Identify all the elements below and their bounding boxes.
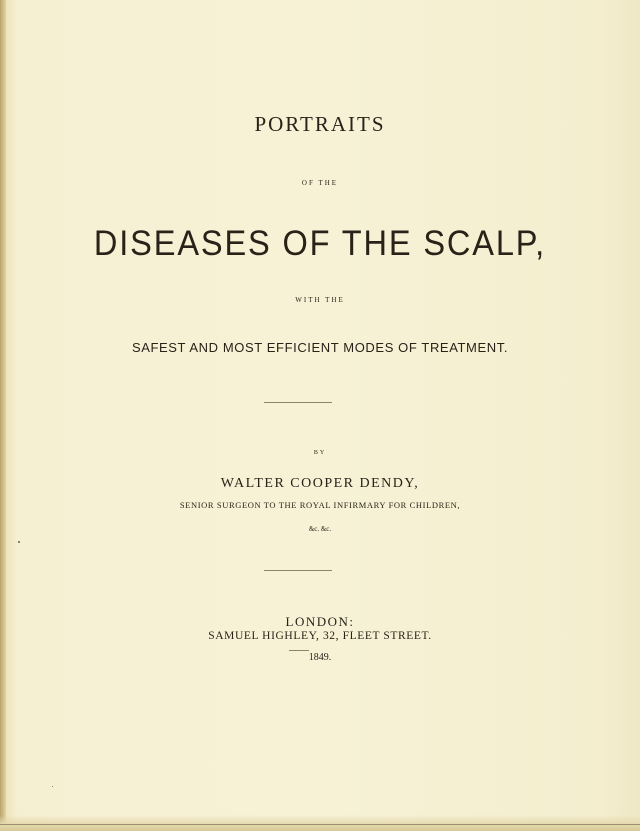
paper-speck <box>52 786 53 787</box>
page-bottom-edge <box>0 815 640 831</box>
paper-speck <box>18 541 20 543</box>
connector-of-the: OF THE <box>301 179 339 187</box>
etc-text: &c. &c. <box>308 525 332 533</box>
divider-rule <box>264 402 332 403</box>
imprint-year: 1849. <box>308 652 332 663</box>
year-rule <box>289 650 309 651</box>
divider-rule <box>264 570 332 571</box>
author-name: WALTER COOPER DENDY, <box>220 476 420 491</box>
subtitle: SAFEST AND MOST EFFICIENT MODES OF TREATMENT. <box>131 340 509 355</box>
imprint-city: LONDON: <box>285 614 355 629</box>
author-position: SENIOR SURGEON TO THE ROYAL INFIRMARY FOR CHILDREN, <box>179 500 461 510</box>
page-bottom-line <box>0 824 640 825</box>
connector-with-the: WITH THE <box>295 296 345 304</box>
by-label: BY <box>313 450 327 456</box>
imprint-publisher: SAMUEL HIGHLEY, 32, FLEET STREET. <box>208 630 432 642</box>
title-line-portraits: PORTRAITS <box>254 112 386 136</box>
title-line-diseases: DISEASES OF THE SCALP, <box>93 224 547 263</box>
